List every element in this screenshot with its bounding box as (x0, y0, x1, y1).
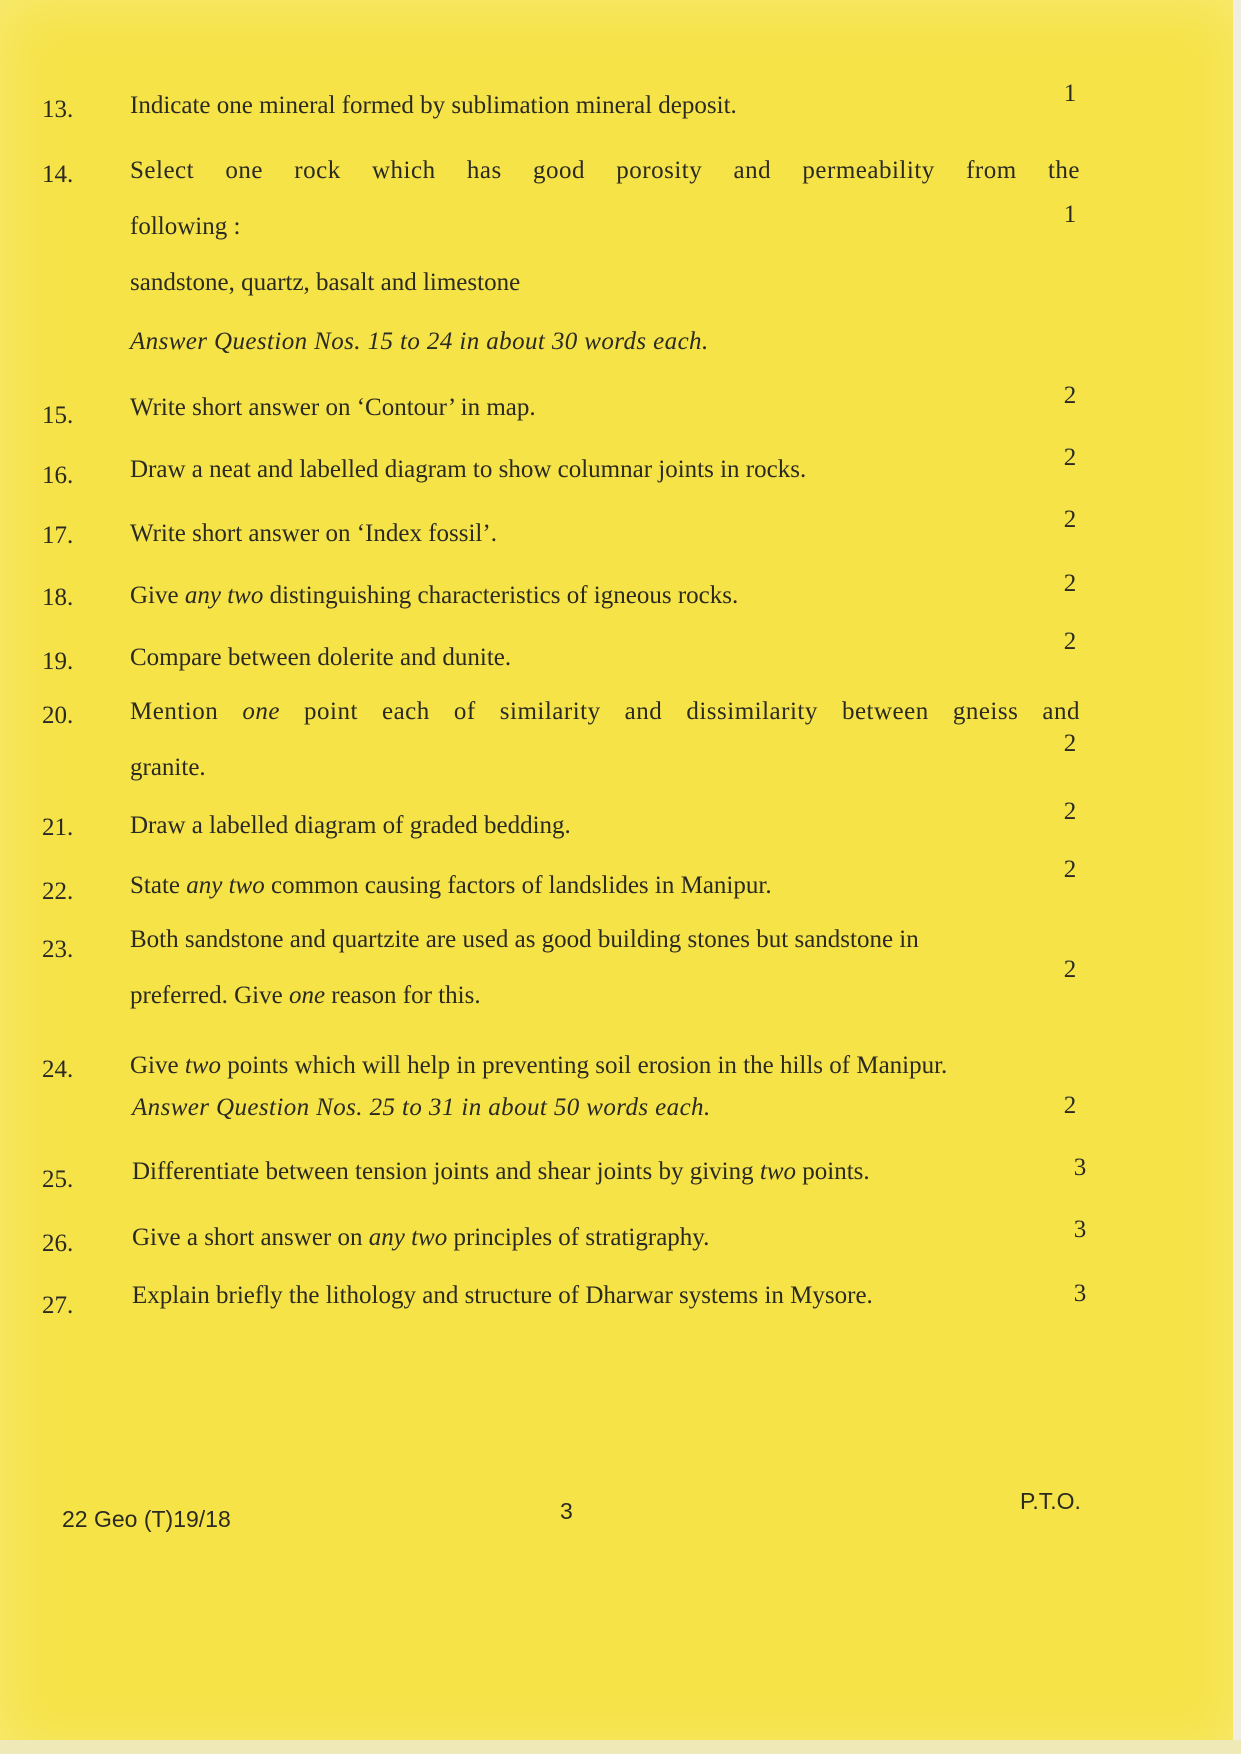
question-line: granite. (130, 754, 206, 781)
question-text (130, 78, 1080, 134)
question-number: 20. (42, 702, 74, 729)
question-text (130, 380, 1080, 436)
emphasis: any two (186, 872, 265, 899)
paper-code: 22 Geo (T)19/18 (62, 1506, 231, 1532)
question-line (130, 568, 1080, 624)
question-number: 23. (42, 936, 74, 963)
text-run: point each of similarity and dissimilarity between gneiss and (279, 698, 1081, 725)
text-run: points which will help in preventing soil erosion in the hills of Manipur. (220, 1052, 948, 1079)
question-number: 17. (42, 522, 74, 549)
marks: 2 (1063, 628, 1077, 655)
paper-edge (0, 1740, 1241, 1754)
question-line: Write short answer on ‘Index fossil’. (130, 520, 497, 547)
question-text (130, 442, 1080, 498)
question-line: Draw a neat and labelled diagram to show columnar joints in rocks. (130, 456, 807, 483)
emphasis: any two (184, 582, 264, 609)
marks: 2 (1063, 798, 1077, 825)
question-line (130, 968, 1080, 1024)
text-run: common causing factors of landslides in Manipur. (264, 872, 772, 899)
emphasis: two (759, 1158, 796, 1185)
question-text (132, 1144, 1082, 1200)
question-line (132, 1144, 1082, 1200)
pto-label: P.T.O. (1020, 1488, 1081, 1514)
question-text (130, 568, 1080, 624)
marks: 1 (1063, 80, 1077, 107)
text-run: Mention (130, 698, 243, 725)
question-line: Select one rock which has good porosity and permeability from the (130, 157, 1080, 184)
question-text (130, 1038, 1080, 1094)
question-text (130, 506, 1080, 562)
question-number: 24. (42, 1056, 74, 1083)
emphasis: one (242, 698, 280, 725)
question-number: 16. (42, 462, 74, 489)
marks: 2 (1063, 856, 1077, 883)
text-run: Differentiate between tension joints and shear joints by giving (132, 1158, 760, 1185)
question-line (132, 1210, 1082, 1266)
question-number: 19. (42, 648, 74, 675)
question-line (130, 858, 1080, 914)
question-line (130, 684, 1080, 740)
text-run: preferred. Give (130, 982, 289, 1009)
question-line: Both sandstone and quartzite are used as good building stones but sandstone in (130, 926, 919, 953)
marks: 2 (1063, 382, 1077, 409)
question-line: Indicate one mineral formed by sublimation mineral deposit. (130, 92, 737, 119)
section-heading: Answer Question Nos. 15 to 24 in about 30 words each. (130, 328, 709, 355)
marks: 3 (1073, 1280, 1087, 1307)
question-number: 27. (42, 1292, 74, 1319)
question-text (132, 1210, 1082, 1266)
section-heading: Answer Question Nos. 25 to 31 in about 50 words each. (132, 1094, 711, 1121)
question-number: 14. (42, 161, 74, 188)
text-run: Give a short answer on (132, 1224, 369, 1251)
question-line: Explain briefly the lithology and structure of Dharwar systems in Mysore. (132, 1282, 873, 1309)
marks: 2 (1063, 956, 1077, 983)
text-run: points. (796, 1158, 870, 1185)
marks: 3 (1073, 1154, 1087, 1181)
text-run: principles of stratigraphy. (447, 1224, 710, 1251)
paper-edge (1233, 0, 1241, 1754)
question-line: Write short answer on ‘Contour’ in map. (130, 394, 536, 421)
question-line: Compare between dolerite and dunite. (130, 644, 512, 671)
question-text (130, 630, 1080, 686)
question-number: 22. (42, 878, 74, 905)
text-run: reason for this. (325, 982, 481, 1009)
question-text (132, 1268, 1082, 1324)
marks: 2 (1063, 570, 1077, 597)
emphasis: two (184, 1052, 221, 1079)
question-text (130, 858, 1080, 914)
text-run: Give (130, 582, 185, 609)
page-number: 3 (560, 1498, 573, 1524)
question-number: 25. (42, 1166, 74, 1193)
marks: 2 (1063, 506, 1077, 533)
marks: 2 (1063, 1092, 1077, 1119)
question-number: 26. (42, 1230, 74, 1257)
question-line: sandstone, quartz, basalt and limestone (130, 269, 521, 296)
emphasis: any two (368, 1224, 448, 1251)
question-number: 15. (42, 402, 74, 429)
text-run: State (130, 872, 187, 899)
marks: 1 (1063, 201, 1077, 228)
marks: 2 (1063, 444, 1077, 471)
marks: 3 (1073, 1216, 1087, 1243)
text-run: Give (130, 1052, 185, 1079)
question-line: following : (130, 213, 241, 240)
text-run: distinguishing characteristics of igneous rocks. (263, 582, 739, 609)
question-line (130, 1038, 1080, 1094)
marks: 2 (1063, 730, 1077, 757)
question-number: 18. (42, 584, 74, 611)
question-text (130, 143, 1080, 311)
question-line: Draw a labelled diagram of graded bedding. (130, 812, 571, 839)
question-number: 13. (42, 96, 74, 123)
emphasis: one (288, 982, 326, 1009)
question-text (130, 912, 1080, 1024)
question-text (130, 798, 1080, 854)
question-number: 21. (42, 814, 74, 841)
question-text (130, 684, 1080, 796)
